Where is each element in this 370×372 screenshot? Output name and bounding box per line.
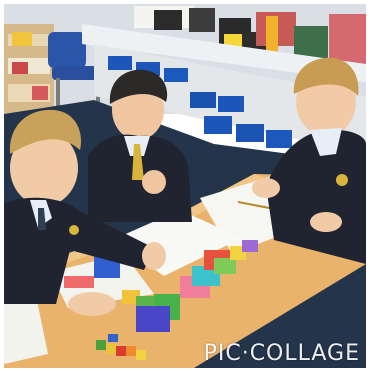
classroom-photo <box>4 4 366 368</box>
pic-collage-watermark: PIC·COLLAGE <box>203 341 360 366</box>
